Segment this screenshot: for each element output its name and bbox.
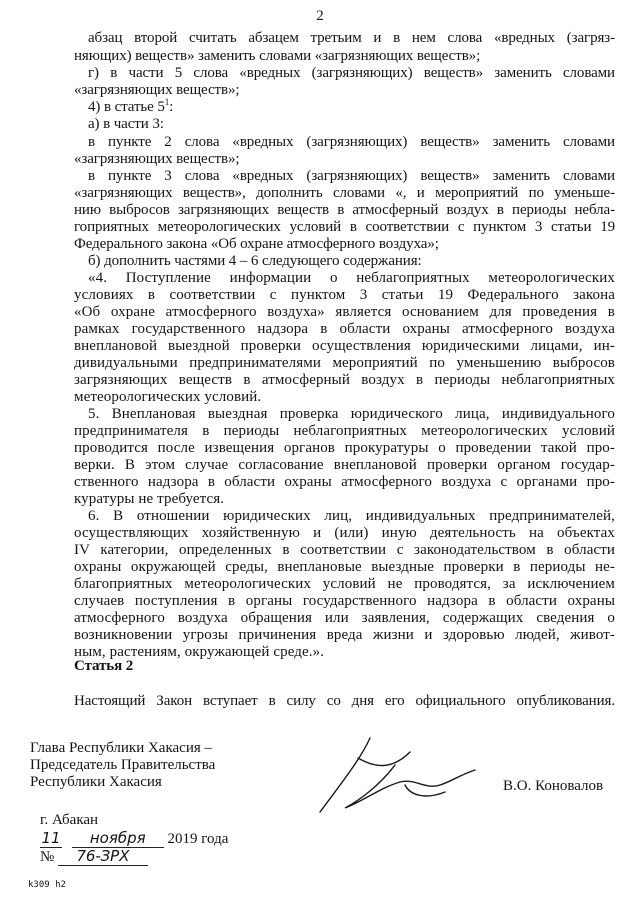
body-line: метеорологических условий. <box>74 389 262 405</box>
body-line: охраны окружающей среды, внеплановые выездные проверки в периоды не- <box>74 559 615 575</box>
article-heading: Статья 2 <box>74 658 134 674</box>
body-line: условиях в соответствии с пунктом 3 статьи 19 Федерального закона <box>74 287 615 303</box>
body-line: а) в части 3: <box>88 116 164 132</box>
handwritten-signature <box>300 730 500 825</box>
body-line: ственного надзора в области охраны атмосферного воздуха с органами про- <box>74 474 615 490</box>
body-line: дивидуальными предпринимателями мероприятий по уменьшению выбросов <box>74 355 615 371</box>
body-line: «загрязняющих веществ»; <box>74 151 240 167</box>
date-month: ноября <box>72 829 164 848</box>
body-line: благоприятных метеорологических условий не проводятся, за исключением <box>74 576 615 592</box>
body-line: IV категории, определенных в соответствии с законодательством в области <box>74 542 615 558</box>
superscript: 1 <box>164 97 170 107</box>
line-text: 4) в статье 5 <box>88 99 165 115</box>
body-line: рамках государственного надзора в области охраны атмосферного воздуха <box>74 321 615 337</box>
body-line: «загрязняющих веществ»; <box>74 82 240 98</box>
signature-title-line: Председатель Правительства <box>30 757 216 773</box>
date-line <box>40 829 228 848</box>
body-line: атмосферного воздуха обращения или заявления, содержащих сведения о <box>74 610 615 626</box>
body-line: няющих) веществ» заменить словами «загрязняющих веществ»; <box>74 48 481 64</box>
article-text: Настоящий Закон вступает в силу со дня его официального опубликования. <box>74 693 615 709</box>
body-line: «Об охране атмосферного воздуха» является основанием для проведения в <box>74 304 615 320</box>
body-line: в пункте 2 слова «вредных (загрязняющих) веществ» заменить словами <box>88 134 615 150</box>
body-line: абзац второй считать абзацем третьим и в нем слова «вредных (загряз- <box>88 30 615 46</box>
body-line: верки. В этом случае согласование внеплановой проверки органом государ- <box>74 457 615 473</box>
body-line: Федерального закона «Об охране атмосферного воздуха»; <box>74 236 439 252</box>
body-line: б) дополнить частями 4 – 6 следующего содержания: <box>88 253 422 269</box>
date-day: 11 <box>41 829 61 847</box>
number-sign: № <box>40 849 55 865</box>
body-line: гоприятных метеорологических условий в соответствии с пунктом 3 статьи 19 <box>74 219 615 235</box>
number-value: 76-ЗРХ <box>58 848 148 866</box>
body-line: «4. Поступление информации о неблагоприятных метеорологических <box>88 270 615 286</box>
body-line: нию выбросов загрязняющих веществ в атмосферный воздух в периоды небла- <box>74 202 615 218</box>
signature-title-line: Глава Республики Хакасия – <box>30 740 213 756</box>
footer-code: k309 h2 <box>28 880 66 890</box>
body-line: в пункте 3 слова «вредных (загрязняющих) веществ» заменить словами <box>88 168 615 184</box>
signatory-name: В.О. Коновалов <box>503 778 604 794</box>
body-line: 5. Внеплановая выездная проверка юридического лица, индивидуального <box>88 406 615 422</box>
signature-title-line: Республики Хакасия <box>30 774 162 790</box>
body-line: возникновении угрозы причинения вреда жизни и здоровью людей, живот- <box>74 627 615 643</box>
body-line: случаев поступления в органы государственного надзора в области охраны <box>74 593 615 609</box>
body-line: загрязняющих веществ в атмосферный воздух в периоды неблагоприятных <box>74 372 615 388</box>
body-line <box>88 99 173 116</box>
place: г. Абакан <box>40 812 99 828</box>
body-line: г) в части 5 слова «вредных (загрязняющих) веществ» заменить словами <box>88 65 615 81</box>
body-line: осуществляющих хозяйственную и (или) иную деятельность на объектах <box>74 525 615 541</box>
date-year: 2019 года <box>167 831 229 847</box>
body-line: «загрязняющих веществ», дополнить словами «, и мероприятий по уменьше- <box>74 185 615 201</box>
body-line: предпринимателя в периоды неблагоприятных метеорологических условий <box>74 423 615 439</box>
signature-title <box>30 740 215 791</box>
line-tail: : <box>169 99 174 115</box>
body-line: куратуры не требуется. <box>74 491 225 507</box>
body-line: 6. В отношении юридических лиц, индивидуальных предпринимателей, <box>88 508 615 524</box>
body-line: ным, растениям, окружающей среде.». <box>74 644 325 660</box>
page-number: 2 <box>316 8 324 24</box>
body-line: проводится после извещения органов прокуратуры о проведении такой про- <box>74 440 615 456</box>
law-number <box>40 848 148 866</box>
body-line: внеплановой выездной проверки осуществления юридическими лицами, ин- <box>74 338 615 354</box>
